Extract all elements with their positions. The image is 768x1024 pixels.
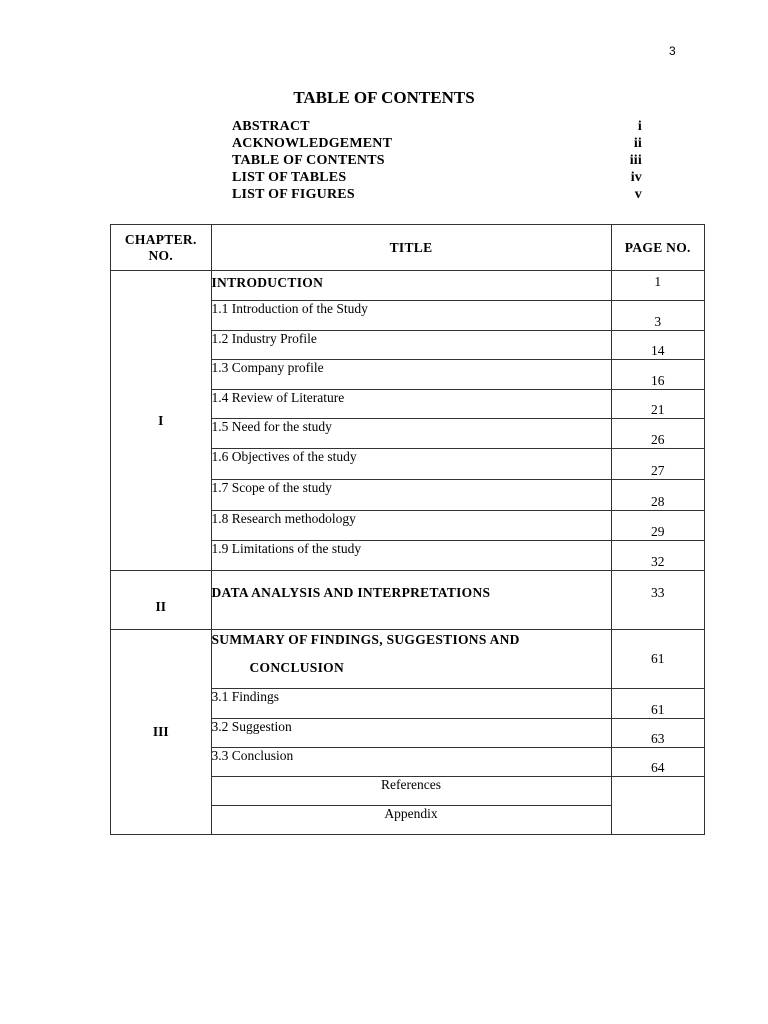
section-title: 1.7 Scope of the study [211, 480, 611, 511]
front-matter-page: ii [633, 136, 642, 151]
front-matter-label: ABSTRACT [232, 119, 310, 134]
section-title: 3.3 Conclusion [211, 748, 611, 777]
section-page: 61 [611, 689, 704, 719]
front-matter-page: i [637, 119, 642, 134]
front-matter-item [232, 135, 642, 152]
section-title: 1.9 Limitations of the study [211, 541, 611, 571]
page-number: 3 [669, 44, 676, 58]
chapter-heading-page: 61 [611, 630, 704, 689]
front-matter-page: iii [629, 153, 642, 168]
chapter-heading-line2: CONCLUSION [249, 660, 345, 675]
section-title: 1.8 Research methodology [211, 511, 611, 541]
table-row [111, 571, 705, 630]
section-page: 63 [611, 719, 704, 748]
chapter-heading: DATA ANALYSIS AND INTERPRETATIONS [211, 571, 611, 630]
table-header-row [111, 225, 705, 271]
section-page: 64 [611, 748, 704, 777]
section-page: 32 [611, 541, 704, 571]
front-matter-page: v [634, 187, 642, 202]
toc-title-text: TABLE OF CONTENTS [293, 88, 475, 107]
front-matter-item [232, 152, 642, 169]
references-title: References [211, 777, 611, 806]
front-matter-label: LIST OF FIGURES [232, 187, 355, 202]
section-page: 29 [611, 511, 704, 541]
appendix-title: Appendix [211, 806, 611, 835]
section-page: 27 [611, 449, 704, 480]
references-page [611, 777, 704, 835]
front-matter-label: LIST OF TABLES [232, 170, 347, 185]
section-title: 1.5 Need for the study [211, 419, 611, 449]
chapter-number: II [111, 571, 212, 630]
section-title: 3.2 Suggestion [211, 719, 611, 748]
section-page: 28 [611, 480, 704, 511]
front-matter-item [232, 169, 642, 186]
front-matter-item [232, 118, 642, 135]
table-row [111, 630, 705, 689]
section-title: 1.1 Introduction of the Study [211, 301, 611, 331]
front-matter-label: TABLE OF CONTENTS [232, 153, 385, 168]
toc-title [0, 88, 768, 108]
chapter-heading-page: 1 [611, 271, 704, 301]
chapter-heading [211, 630, 611, 689]
contents-table [110, 224, 705, 835]
section-title: 1.3 Company profile [211, 360, 611, 390]
chapter-number: I [111, 271, 212, 571]
section-page: 21 [611, 390, 704, 419]
table-row [111, 271, 705, 301]
front-matter-page: iv [630, 170, 642, 185]
chapter-number: III [111, 630, 212, 835]
chapter-heading: INTRODUCTION [211, 271, 611, 301]
header-title: TITLE [211, 225, 611, 271]
front-matter-item [232, 186, 642, 203]
section-title: 3.1 Findings [211, 689, 611, 719]
section-page: 26 [611, 419, 704, 449]
section-page: 3 [611, 301, 704, 331]
section-page: 16 [611, 360, 704, 390]
header-chapter-no: CHAPTER. NO. [111, 225, 212, 271]
section-title: 1.2 Industry Profile [211, 331, 611, 360]
front-matter-list [232, 118, 642, 203]
header-page-no: PAGE NO. [611, 225, 704, 271]
section-title: 1.6 Objectives of the study [211, 449, 611, 480]
chapter-heading-page: 33 [611, 571, 704, 630]
section-title: 1.4 Review of Literature [211, 390, 611, 419]
front-matter-label: ACKNOWLEDGEMENT [232, 136, 393, 151]
chapter-heading-line1: SUMMARY OF FINDINGS, SUGGESTIONS AND [211, 632, 520, 647]
section-page: 14 [611, 331, 704, 360]
